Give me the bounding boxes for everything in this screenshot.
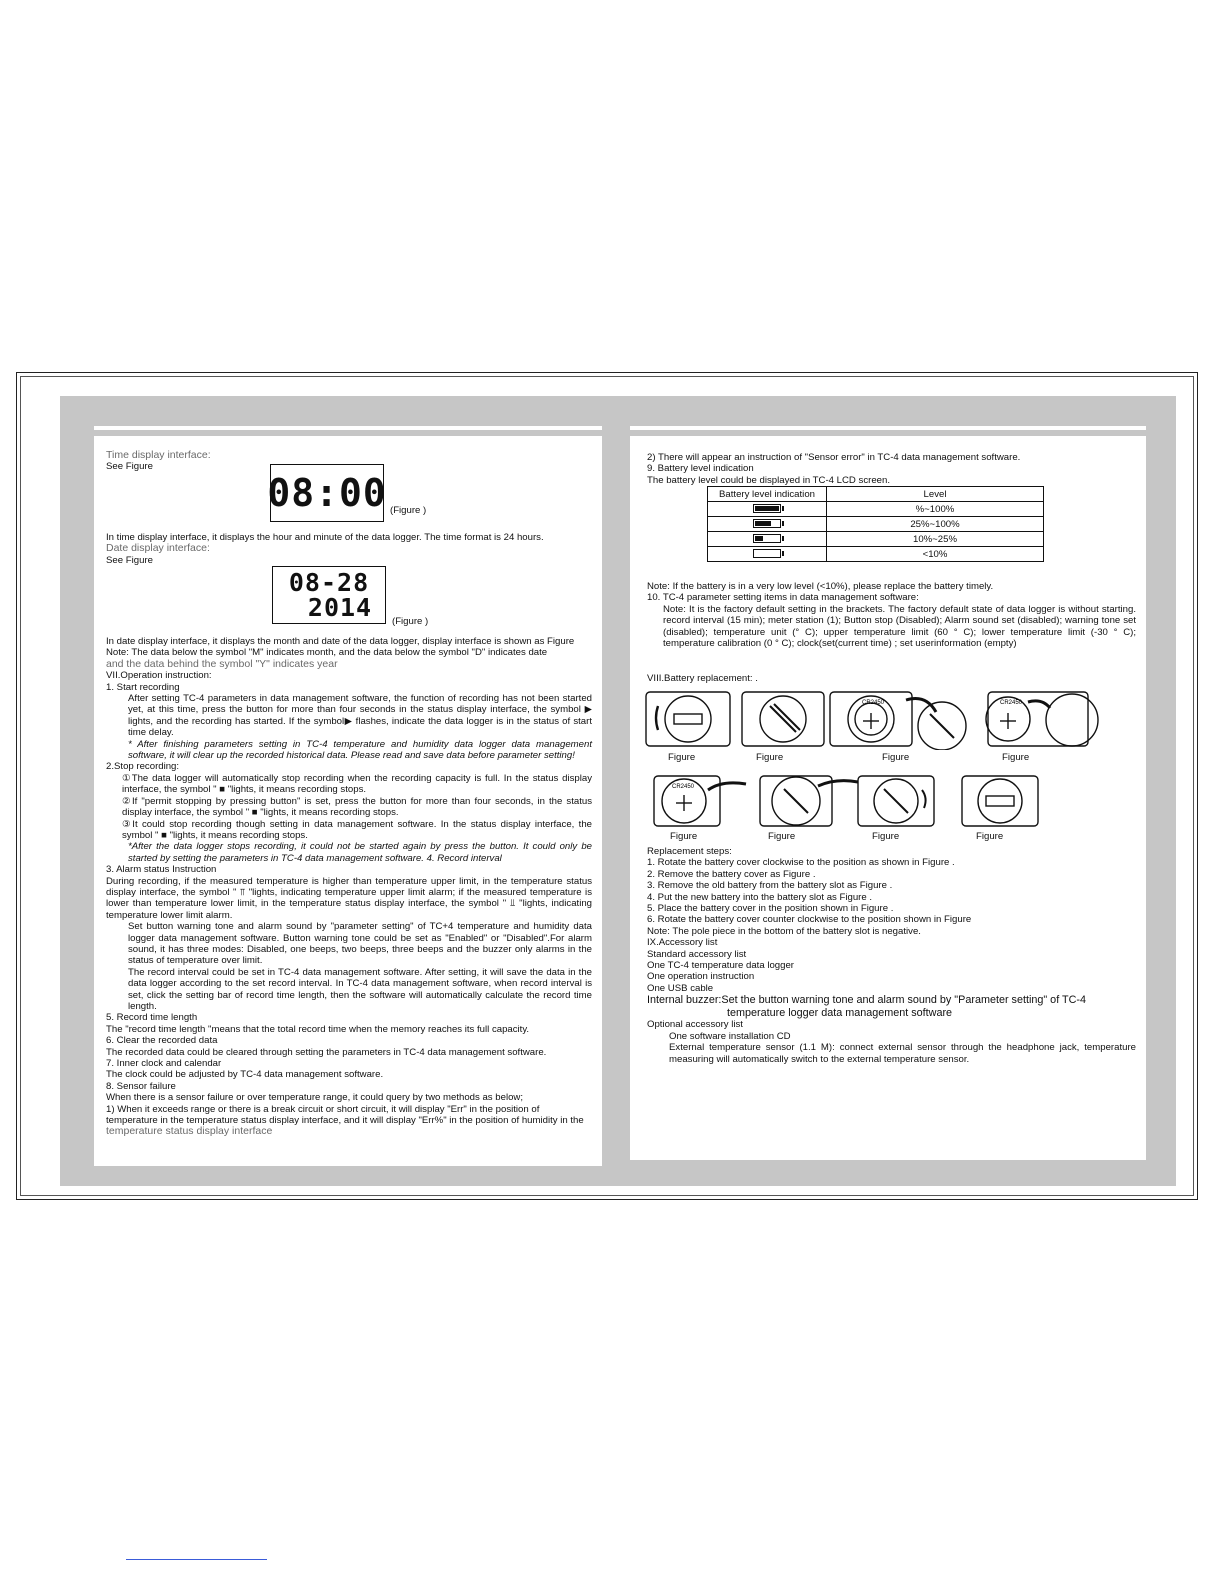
- left-body-line: Note: The data below the symbol "M" indicates month, and the data below the symbol "D" indicates date: [106, 647, 548, 659]
- battery-level-cell: 10%~25%: [827, 532, 1044, 547]
- replacement-step-line: 4. Put the new battery into the battery slot as Figure .: [647, 891, 873, 903]
- battery-icon-cell: [708, 517, 827, 532]
- battery-icon: [753, 549, 781, 558]
- right-body-line: Note: If the battery is in a very low level (<10%), please replace the battery timely.: [647, 581, 994, 592]
- battery-table-row: [708, 502, 1044, 517]
- left-body-line: 2.Stop recording:: [106, 761, 180, 773]
- time-note: In time display interface, it displays the hour and minute of the data logger. The time format is 24 hours. Date display interface: See Figure: [106, 532, 592, 566]
- left-body-line: temperature status display interface: [106, 1125, 273, 1138]
- right-head-line: The battery level could be displayed in TC-4 LCD screen.: [647, 474, 890, 486]
- left-body-text: [106, 636, 592, 1138]
- left-body-line: The "record time length "means that the total record time when the memory reaches its full capacity.: [106, 1023, 530, 1035]
- battery-figures-row-1: [644, 690, 1134, 750]
- right-head-line: 2) There will appear an instruction of "Sensor error" in TC-4 data management software.: [647, 452, 1021, 463]
- replacement-step-line: Note: The pole piece in the bottom of the battery slot is negative.: [647, 925, 921, 937]
- replacement-step-line: Internal buzzer:Set the button warning tone and alarm sound by "Parameter setting" of TC-4: [647, 994, 1086, 1007]
- battery-replacement-title: VIII.Battery replacement: .: [647, 673, 758, 684]
- coin-label-fig5: CR2450: [672, 784, 695, 790]
- left-body-line: 8. Sensor failure: [106, 1080, 176, 1092]
- left-body-line: and the data behind the symbol "Y" indicates year: [106, 657, 338, 670]
- left-body-line: After setting TC-4 parameters in data management software, the function of recording has not been started yet, at this time, press the button for more than four seconds in the status display interface, the symbol ▶ lights, and the recording has started. If the symbol▶ flashes, indicate the data logger is in the status of start time delay.: [128, 693, 592, 739]
- figure-label-7: Figure: [872, 831, 900, 842]
- figure-label-5: Figure: [670, 831, 698, 842]
- left-body-line: 3. Alarm status Instruction: [106, 864, 217, 876]
- figure-label-6: Figure: [768, 831, 796, 842]
- battery-table-row: [708, 547, 1044, 562]
- figure-caption-date: (Figure ): [392, 616, 429, 627]
- left-body-line: VII.Operation instruction:: [106, 670, 212, 682]
- left-body-line: 5. Record time length: [106, 1012, 198, 1024]
- battery-level-cell: <10%: [827, 547, 1044, 562]
- battery-level-cell: 25%~100%: [827, 517, 1044, 532]
- coin-label-fig4: CR2450: [1000, 700, 1023, 706]
- figure-label-3: Figure: [882, 752, 910, 763]
- lcd-time-value: 08:00: [267, 471, 387, 515]
- level-col-header: Level: [827, 487, 1044, 502]
- replacement-step-line: One TC-4 temperature data logger: [647, 960, 795, 972]
- left-body-line: 1) When it exceeds range or there is a break circuit or short circuit, it will display "Err" in the position of temperature in the temperature status display interface, and it will display "Err%" in the position of humidity in the: [106, 1103, 584, 1127]
- replacement-step-line: temperature logger data management software: [727, 1006, 953, 1019]
- figure-label-4: Figure: [1002, 752, 1030, 763]
- replacement-step-line: One operation instruction: [647, 971, 755, 983]
- date-display-title: Date display interface:: [106, 542, 210, 555]
- lcd-date-month-day: 08-28: [288, 568, 370, 597]
- battery-icon: [753, 534, 781, 543]
- battery-figures-row-2: [650, 772, 1130, 830]
- left-body-line: The clock could be adjusted by TC-4 data management software.: [106, 1069, 384, 1081]
- replacement-step-line: One software installation CD: [669, 1030, 791, 1042]
- battery-icon: [753, 504, 781, 513]
- left-body-line: When there is a sensor failure or over temperature range, it could query by two methods as below;: [106, 1092, 524, 1104]
- left-intro-line: Time display interface:: [106, 449, 211, 461]
- figure-caption-time: (Figure ): [390, 505, 427, 516]
- left-body-line: *After the data logger stops recording, it could not be started again by press the button. It could only be started by setting the parameters in TC-4 data management software. 4. Record interval: [128, 841, 592, 864]
- figure-label-2: Figure: [756, 752, 784, 763]
- battery-level-cell: %~100%: [827, 502, 1044, 517]
- left-body-line: ③It could stop recording though setting in data management software. In the status display interface, the symbol " ■ "lights, it means recording stops.: [122, 818, 592, 841]
- left-page-header-bar: [94, 430, 602, 436]
- left-body-line: ②If "permit stopping by pressing button" is set, press the button for more than four seconds, in the status display interface, the symbol " ■ "lights, it means recording stops.: [122, 795, 592, 819]
- battery-table-row: [708, 517, 1044, 532]
- coin-label-fig3: CR2450: [862, 700, 885, 706]
- right-head-line: 9. Battery level indication: [647, 463, 754, 475]
- replacement-step-line: Optional accessory list: [647, 1019, 743, 1031]
- right-body-line: Note: It is the factory default setting in the brackets. The factory default state of data logger is without starting. record interval (15 min); meter station (1); Button stop (Disabled); Alarm sound set (disabled); warning tone set (disabled); temperature unit (° C); upper temperature limit (60 ° C); lower temperature limit (-30 ° C); temperature calibration (0 ° C); clock(set(current time) ; set userinformation (empty): [663, 603, 1136, 650]
- right-page-header-bar: [630, 430, 1146, 436]
- replacement-step-line: 5. Place the battery cover in the position shown in Figure .: [647, 903, 894, 915]
- left-page: [94, 426, 602, 1166]
- replacement-step-line: IX.Accessory list: [647, 937, 718, 949]
- right-body-text: [647, 581, 1136, 649]
- battery-table-row: [708, 532, 1044, 547]
- left-body-line: ①The data logger will automatically stop recording when the recording capacity is full. In the status display interface, the symbol " ■ "lights, it means recording stops.: [122, 772, 592, 796]
- replacement-step-line: Replacement steps:: [647, 846, 732, 857]
- figure-label-1: Figure: [668, 752, 696, 763]
- replacement-step-line: 2. Remove the battery cover as Figure .: [647, 868, 816, 880]
- battery-col-header: Battery level indication: [708, 487, 827, 502]
- left-body-line: * After finishing parameters setting in TC-4 temperature and humidity data logger data management software, it will clear up the recorded historical data. Please read and save data before parameter setting!: [128, 738, 592, 762]
- figure-label-8: Figure: [976, 831, 1004, 842]
- battery-level-table: [707, 486, 1044, 562]
- battery-icon-cell: [708, 532, 827, 547]
- date-see-figure: See Figure: [106, 554, 153, 566]
- left-intro-line: See Figure: [106, 461, 153, 473]
- left-body-line: 7. Inner clock and calendar: [106, 1058, 222, 1070]
- right-body-line: 10. TC-4 parameter setting items in data management software:: [647, 592, 919, 604]
- left-body-line: The recorded data could be cleared through setting the parameters in TC-4 data management software.: [106, 1046, 547, 1058]
- lcd-time-display: [267, 464, 387, 522]
- left-body-line: In date display interface, it displays the month and date of the data logger, display interface is shown as Figure: [106, 636, 575, 647]
- replacement-step-line: 6. Rotate the battery cover counter clockwise to the position shown in Figure: [647, 914, 972, 926]
- left-body-line: 6. Clear the recorded data: [106, 1035, 218, 1047]
- footer-link-underline: [126, 1559, 267, 1560]
- left-body-line: 1. Start recording: [106, 681, 180, 693]
- right-head-text: [647, 452, 1136, 486]
- battery-icon-cell: [708, 547, 827, 562]
- right-page: [630, 426, 1146, 1160]
- replacement-step-line: Standard accessory list: [647, 948, 747, 960]
- replacement-step-line: 3. Remove the old battery from the battery slot as Figure .: [647, 880, 893, 892]
- left-body-line: The record interval could be set in TC-4 data management software. After setting, it will save the data in the data logger according to the set record interval. In TC-4 data management software, when record interval is set, click the setting bar of record time length, then the software will automatically calculate the record time length.: [128, 966, 592, 1012]
- left-body-line: Set button warning tone and alarm sound by "parameter setting" of TC+4 temperature and humidity data logger data management software. Button warning tone could be set as "Enabled" or "Disabled".For alarm sound, it has three modes: Disabled, one beeps, two beeps, three beeps and the buzzer only alarms in the status of temperature over limit.: [128, 921, 592, 967]
- lcd-date-display: [272, 566, 386, 624]
- replacement-steps-text: [647, 846, 1136, 1065]
- lcd-date-year: 2014: [307, 593, 373, 622]
- replacement-step-line: One USB cable: [647, 982, 714, 994]
- battery-icon: [753, 519, 781, 528]
- replacement-step-line: 1. Rotate the battery cover clockwise to the position as shown in Figure .: [647, 857, 955, 869]
- battery-icon-cell: [708, 502, 827, 517]
- replacement-step-line: External temperature sensor (1.1 M): connect external sensor through the headphone jack, temperature measuring will automatically switch to the external temperature sensor.: [669, 1042, 1136, 1065]
- left-body-line: During recording, if the measured temperature is higher than temperature upper limit, in the temperature status display interface, the symbol " ⫪ "lights, indicating temperature upper limit alarm; if the measured temperature is lower than temperature lower limit, in the temperature status display interface, the symbol " ⫫ "lights, indicating temperature lower limit alarm.: [106, 875, 592, 921]
